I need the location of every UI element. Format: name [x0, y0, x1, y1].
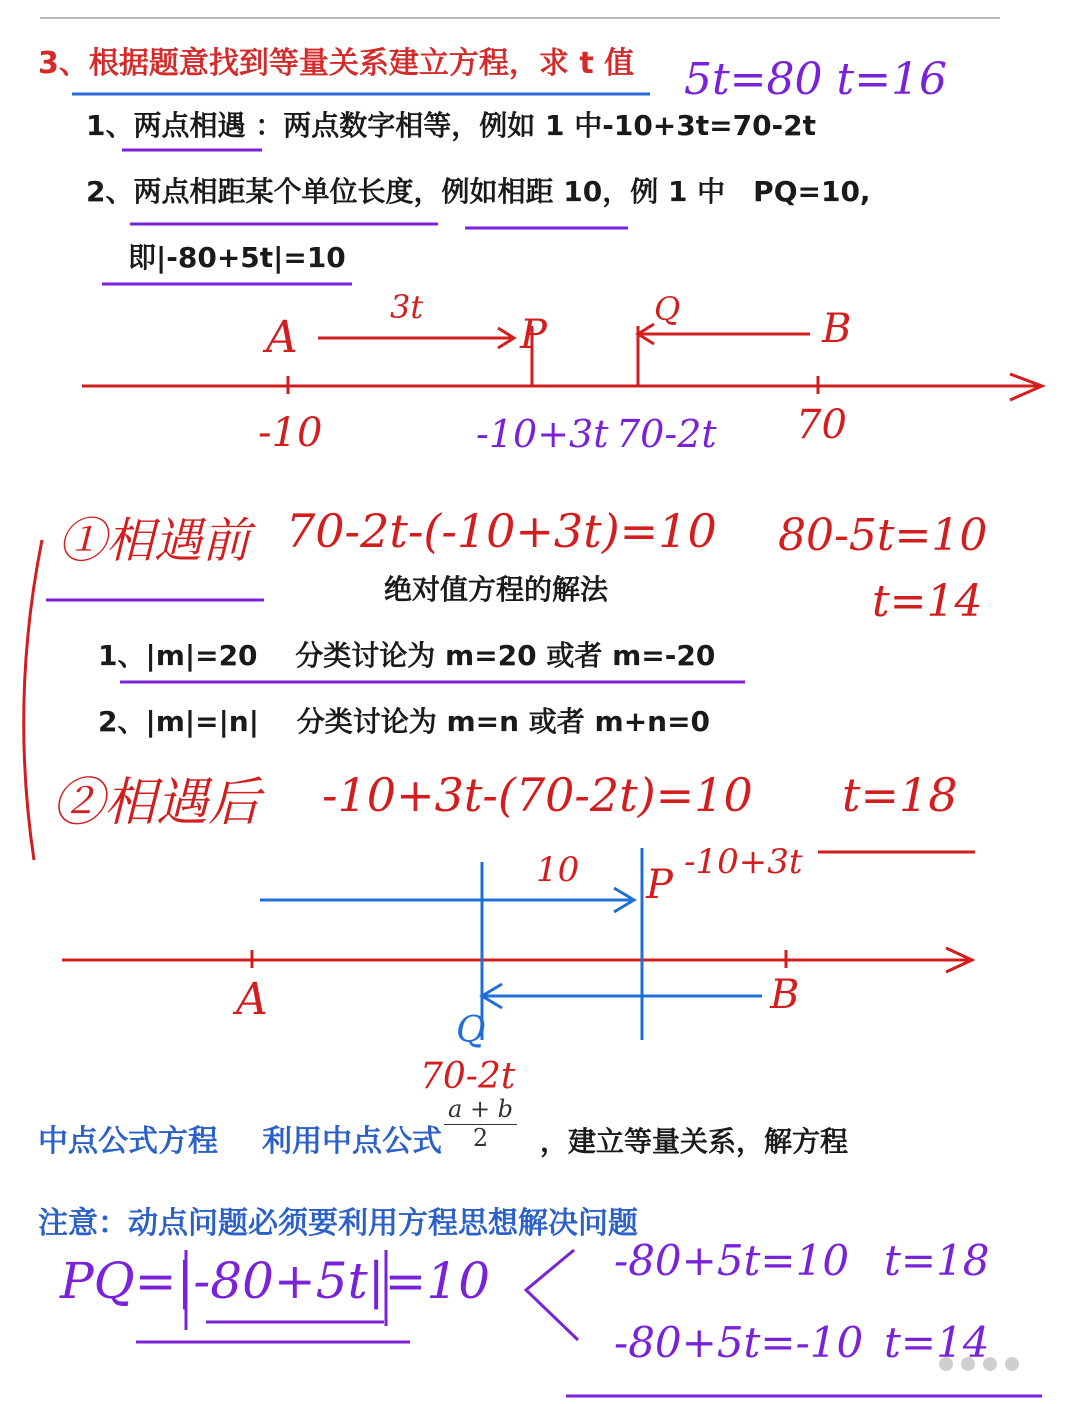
midpoint-use: 利用中点公式 [262, 1124, 442, 1159]
tick-label-a: -10 [258, 410, 323, 456]
midpoint-rest: ，建立等量关系，解方程 [540, 1125, 849, 1158]
abs-rule-1: 1、|m|=20 分类讨论为 m=20 或者 m=-20 [98, 639, 716, 672]
abs-method-title: 绝对值方程的解法 [384, 573, 609, 606]
note: 注意：动点问题必须要利用方程思想解决问题 [38, 1206, 638, 1241]
label-q2-expr: 70-2t [420, 1056, 516, 1097]
case-split-bracket [526, 1250, 578, 1340]
fraction-numerator: a + b [444, 1096, 517, 1125]
midpoint-title: 中点公式方程 [38, 1124, 218, 1159]
fraction-denominator: 2 [472, 1123, 489, 1152]
after-label: ②相遇后 [52, 773, 261, 833]
distance-rule: 2、两点相距某个单位长度，例如相距 10，例 1 中 PQ=10, [86, 175, 871, 208]
pq-equation: PQ=|-80+5t|=10 [60, 1252, 491, 1310]
case-1-solution: t=18 [884, 1236, 990, 1285]
after-solution: t=18 [842, 768, 958, 822]
tick-label-b: 70 [796, 402, 847, 448]
label-p: P [520, 312, 547, 358]
label-b2: B [770, 972, 800, 1018]
top-equation: 5t=80 t=16 [684, 54, 948, 105]
label-b: B [822, 306, 852, 352]
section-heading: 3、根据题意找到等量关系建立方程，求 t 值 [38, 46, 635, 81]
label-p2: P [646, 862, 673, 908]
before-label: ①相遇前 [58, 513, 251, 569]
case-bracket [24, 540, 42, 860]
label-q2: Q [456, 1010, 486, 1051]
label-p2-expr: -10+3t [684, 842, 803, 882]
label-distance: 10 [536, 850, 580, 890]
label-speed-p: 3t [390, 288, 424, 326]
label-a: A [266, 312, 298, 363]
label-a2: A [236, 974, 268, 1025]
case-2-solution: t=14 [884, 1318, 990, 1367]
tick-label-p: -10+3t [476, 412, 609, 456]
label-q: Q [654, 290, 681, 328]
before-equation: 70-2t-(-10+3t)=10 [286, 504, 717, 558]
case-2-equation: -80+5t=-10 [614, 1318, 864, 1367]
midpoint-fraction [444, 1096, 517, 1152]
case-1-equation: -80+5t=10 [614, 1236, 850, 1285]
after-equation: -10+3t-(70-2t)=10 [322, 768, 753, 822]
abs-rule-2: 2、|m|=|n| 分类讨论为 m=n 或者 m+n=0 [98, 705, 711, 738]
tick-label-q: 70-2t [616, 412, 717, 456]
meet-rule: 1、两点相遇 ：两点数字相等，例如 1 中-10+3t=70-2t [86, 109, 817, 142]
before-simplified: 80-5t=10 [778, 510, 988, 561]
abs-example: 即|-80+5t|=10 [128, 241, 346, 274]
before-solution: t=14 [872, 576, 983, 627]
